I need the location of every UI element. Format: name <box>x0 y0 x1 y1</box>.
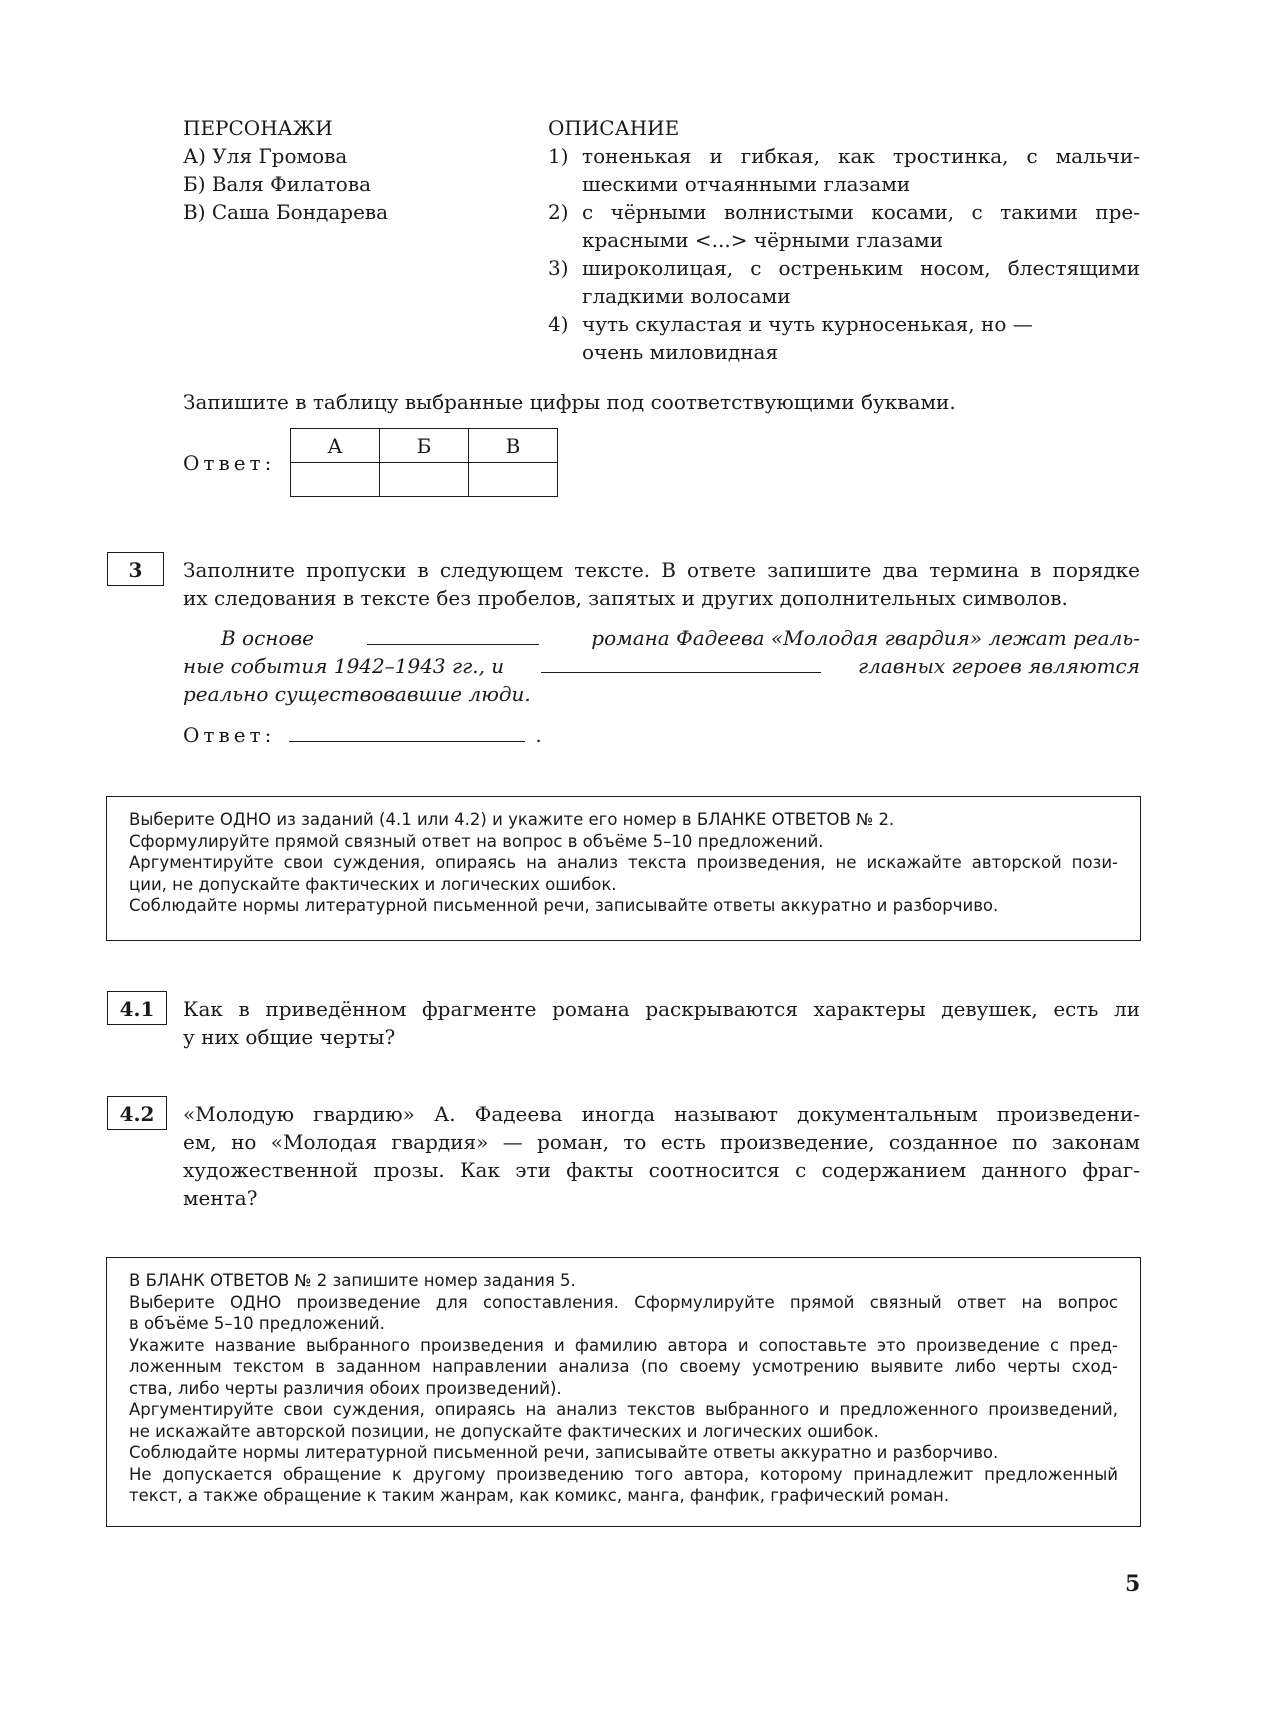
description-number: 3) <box>548 256 569 280</box>
task3-text-segment: главных героев являются <box>857 654 1140 678</box>
task3-text-segment: романа Фадеева «Молодая гвардия» лежат реаль- <box>591 626 1140 650</box>
instruction-line: не искажайте авторской позиции, не допускайте фактических и логических ошибок. <box>129 1421 879 1441</box>
answer-label-matching: Ответ: <box>183 451 276 475</box>
task3-prompt-line: их следования в тексте без пробелов, запятых и других дополнительных символов. <box>183 586 1068 610</box>
description-line: очень миловидная <box>582 340 779 364</box>
instruction-line: ции, не допускайте фактических и логических ошибок. <box>129 874 617 894</box>
blank-2[interactable] <box>541 652 821 673</box>
instruction-line: Аргументируйте свои суждения, опираясь на анализ текста произведения, не искажайте авторской пози- <box>129 853 1118 872</box>
characters-column <box>183 114 388 226</box>
instruction-line: Сформулируйте прямой связный ответ на вопрос в объёме 5–10 предложений. <box>129 831 824 851</box>
description-line: гладкими волосами <box>582 284 791 308</box>
description-line: широколицая, с остреньким носом, блестящими <box>582 256 1140 280</box>
blank-1[interactable] <box>367 624 539 645</box>
task42-question <box>183 1100 1140 1212</box>
task3-text-segment: ные события 1942–1943 гг., и <box>183 654 505 678</box>
character-a: А) Уля Громова <box>183 144 348 168</box>
answer-cell-b[interactable] <box>380 463 469 497</box>
instruction-line: Соблюдайте нормы литературной письменной речи, записывайте ответы аккуратно и разборчиво. <box>129 896 999 915</box>
table-header-a: А <box>291 429 380 463</box>
description-number: 2) <box>548 200 569 224</box>
instruction-line: Выберите ОДНО из заданий (4.1 или 4.2) и укажите его номер в БЛАНКЕ ОТВЕТОВ № 2. <box>129 810 895 829</box>
task42-line: мента? <box>183 1186 258 1210</box>
description-line: чуть скуластая и чуть курносенькая, но — <box>582 312 1033 336</box>
characters-header: ПЕРСОНАЖИ <box>183 116 333 140</box>
task41-question <box>183 995 1140 1051</box>
task42-line: художественной прозы. Как эти факты соотносится с содержанием данного фраг- <box>183 1158 1140 1182</box>
task3-answer <box>183 721 542 749</box>
table-header-c: В <box>469 429 558 463</box>
answer-table <box>290 428 558 497</box>
task41-line: у них общие черты? <box>183 1025 396 1049</box>
task3-prompt-line: Заполните пропуски в следующем тексте. В ответе запишите два термина в порядке <box>183 558 1140 582</box>
description-line: тоненькая и гибкая, как тростинка, с мальчи- <box>582 144 1140 168</box>
instruction-line: В БЛАНК ОТВЕТОВ № 2 запишите номер задания 5. <box>129 1271 576 1290</box>
table-header-b: Б <box>380 429 469 463</box>
answer-cell-a[interactable] <box>291 463 380 497</box>
task-number-4-1: 4.1 <box>107 991 167 1025</box>
descriptions-column <box>548 114 1140 366</box>
instruction-line: Выберите ОДНО произведение для сопоставления. Сформулируйте прямой связный ответ на вопрос <box>129 1292 1118 1312</box>
instruction-line: Укажите название выбранного произведения и фамилию автора и сопоставьте это произведение с пред- <box>129 1335 1118 1355</box>
instruction-line: Соблюдайте нормы литературной письменной речи, записывайте ответы аккуратно и разборчиво. <box>129 1443 999 1462</box>
instructions-box-task4 <box>106 796 1141 941</box>
page-number: 5 <box>1125 1571 1141 1597</box>
description-line: шескими отчаянными глазами <box>582 172 911 196</box>
instruction-line: Не допускается обращение к другому произведению того автора, которому принадлежит предложенный <box>129 1464 1118 1484</box>
task41-line: Как в приведённом фрагменте романа раскрываются характеры девушек, есть ли <box>183 997 1140 1021</box>
description-line: красными <...> чёрными глазами <box>582 228 944 252</box>
task3-text-segment: реально существовавшие люди. <box>183 682 531 706</box>
instruction-line: Аргументируйте свои суждения, опираясь на анализ текстов выбранного и предложенного произведений, <box>129 1400 1118 1419</box>
description-item <box>548 310 1140 366</box>
description-item <box>548 198 1140 254</box>
description-line: с чёрными волнистыми косами, с такими пре- <box>582 200 1140 224</box>
task3-answer-input[interactable] <box>289 721 525 742</box>
task42-line: «Молодую гвардию» А. Фадеева иногда называют документальным произведени- <box>183 1102 1140 1126</box>
task3-text-segment: В основе <box>221 626 314 650</box>
instruction-line: ложенным текстом в заданном направлении анализа (по своему усмотрению выявите либо черты сход- <box>129 1357 1118 1376</box>
instruction-line: текст, а также обращение к таким жанрам, как комикс, манга, фанфик, графический роман. <box>129 1486 950 1505</box>
task3-prompt <box>183 556 1140 612</box>
descriptions-header: ОПИСАНИЕ <box>548 116 680 140</box>
description-number: 1) <box>548 144 569 168</box>
instruction-line: ства, либо черты различия обоих произведений). <box>129 1378 562 1398</box>
answer-label-task3: Ответ: <box>183 723 276 747</box>
description-item <box>548 142 1140 198</box>
character-b: Б) Валя Филатова <box>183 172 372 196</box>
task3-text <box>183 624 1140 708</box>
task42-line: ем, но «Молодая гвардия» — роман, то есть произведение, созданное по законам <box>183 1130 1140 1154</box>
matching-instruction: Запишите в таблицу выбранные цифры под соответствующими буквами. <box>183 390 956 414</box>
task-number-3: 3 <box>107 552 164 586</box>
answer-period: . <box>535 723 542 747</box>
description-item <box>548 254 1140 310</box>
instruction-line: в объёме 5–10 предложений. <box>129 1314 385 1333</box>
task-number-4-2: 4.2 <box>107 1096 167 1130</box>
answer-cell-c[interactable] <box>469 463 558 497</box>
instructions-box-task5 <box>106 1257 1141 1527</box>
description-number: 4) <box>548 312 569 336</box>
character-c: В) Саша Бондарева <box>183 200 389 224</box>
